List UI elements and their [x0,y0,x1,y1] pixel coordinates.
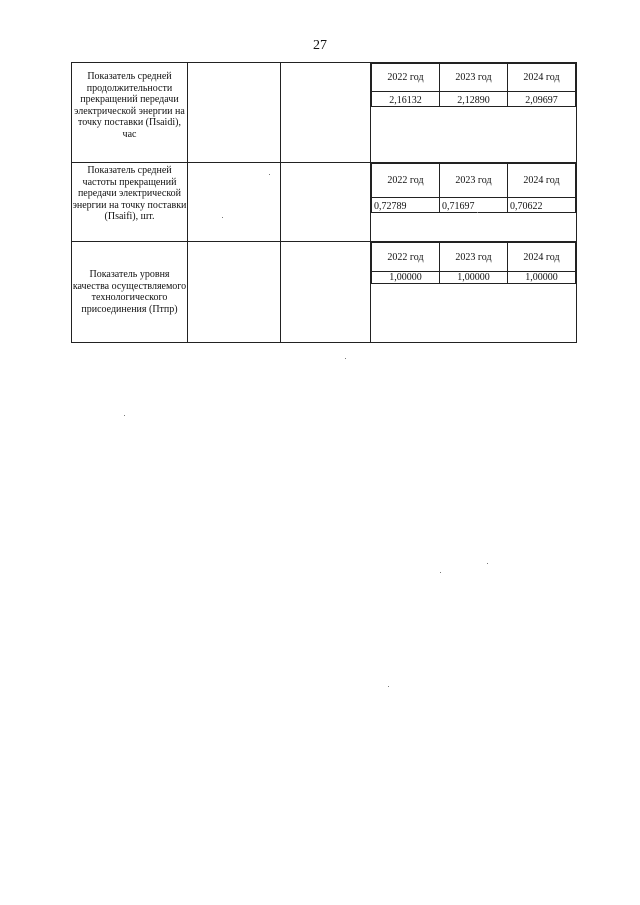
table-row [72,242,577,343]
scan-speck [269,174,270,175]
empty-cell [188,63,281,163]
value-cell: 1,00000 [440,272,508,284]
page-number: 27 [313,38,327,53]
year-values-grid [371,163,576,213]
year-header: 2022 год [372,64,440,92]
indicator-label [72,163,188,242]
indicator-label-text: Показатель уровня качества осуществляемого технологического присоединения (Птпр) [72,269,187,315]
year-header: 2023 год [440,243,508,272]
scan-speck [124,415,125,416]
empty-cell [281,163,371,242]
scan-speck [487,563,488,564]
year-header: 2024 год [508,243,576,272]
empty-cell [281,242,371,343]
indicator-label-text: Показатель средней продолжительности прекращений передачи электрической энергии на точку поставки (Пsaidi), час [74,71,185,140]
scan-speck [388,686,389,687]
empty-cell [188,163,281,242]
year-header: 2024 год [508,64,576,92]
indicator-label-text: Показатель средней частоты прекращений передачи электрической энергии на точку поставки (Пsaifi), шт. [72,165,187,222]
value-cell: 1,00000 [372,272,440,284]
value-cell: 1,00000 [508,272,576,284]
scan-speck [440,572,441,573]
indicator-label [72,63,188,163]
table-row [72,163,577,242]
year-header: 2023 год [440,64,508,92]
table-row [72,63,577,163]
year-header: 2023 год [440,164,508,198]
indicator-label [72,242,188,343]
value-cell: 2,16132 [372,92,440,107]
scan-speck [222,217,223,218]
year-header: 2022 год [372,243,440,272]
scan-speck [345,358,346,359]
scan-speck [477,212,478,213]
indicator-table [71,62,577,343]
value-cell: 2,12890 [440,92,508,107]
value-cell: 2,09697 [508,92,576,107]
year-header: 2022 год [372,164,440,198]
value-cell: 0,70622 [508,198,576,213]
year-header: 2024 год [508,164,576,198]
values-cell [371,163,577,242]
value-cell: 0,71697 [440,198,508,213]
values-cell [371,63,577,163]
empty-cell [188,242,281,343]
year-values-grid [371,242,576,284]
year-values-grid [371,63,576,107]
values-cell [371,242,577,343]
empty-cell [281,63,371,163]
value-cell: 0,72789 [372,198,440,213]
